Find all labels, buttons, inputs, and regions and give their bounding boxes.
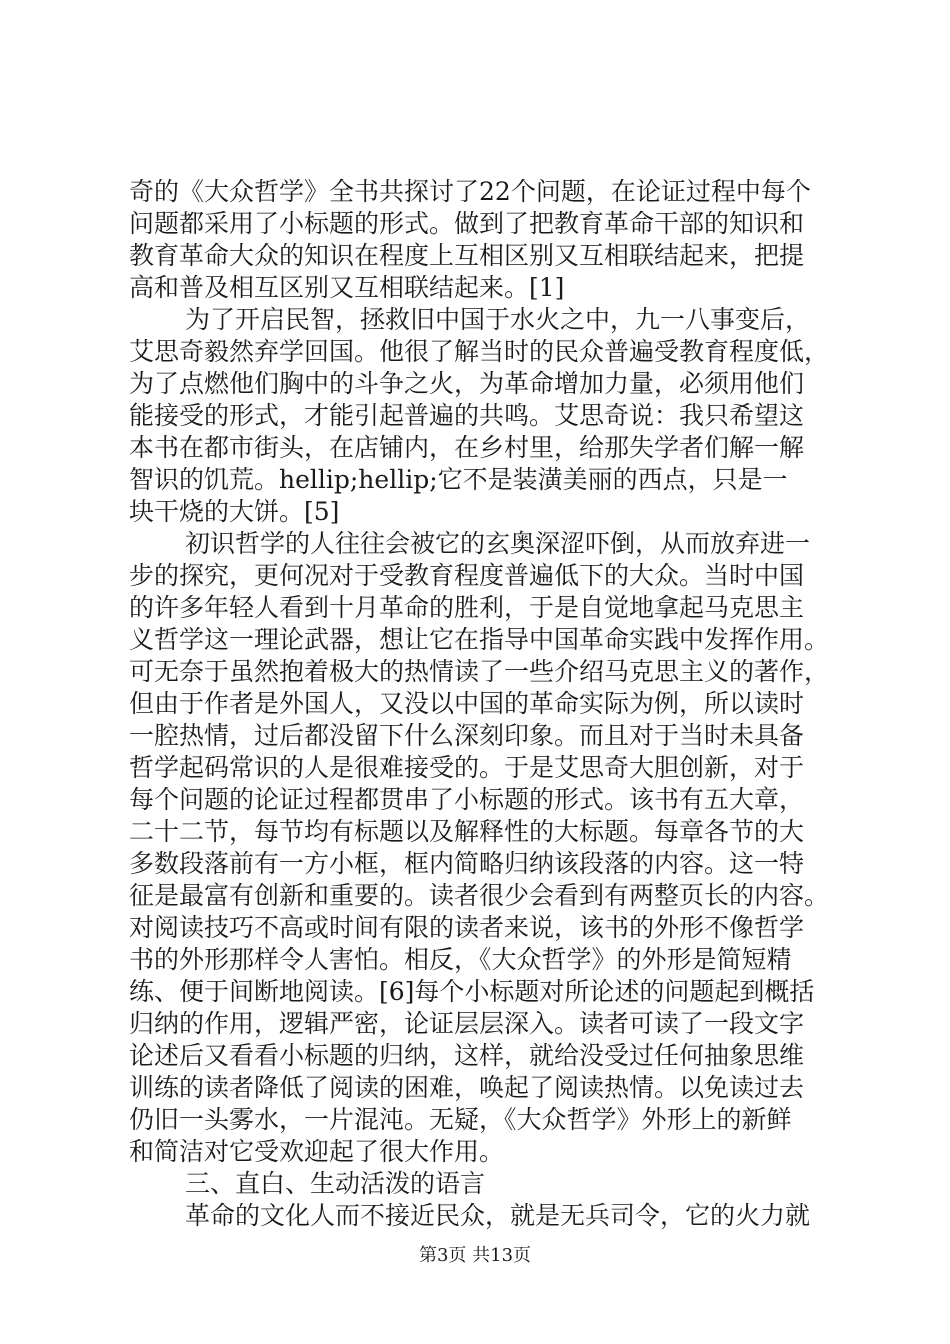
text-line: 为了点燃他们胸中的斗争之火，为革命增加力量，必须用他们 (129, 369, 805, 398)
text-line: 问题都采用了小标题的形式。做到了把教育革命干部的知识和 (129, 209, 805, 238)
text-line: 训练的读者降低了阅读的困难，唤起了阅读热情。以免读过去 (129, 1073, 805, 1102)
text-line: 哲学起码常识的人是很难接受的。于是艾思奇大胆创新，对于 (129, 753, 805, 782)
text-line: 的许多年轻人看到十月革命的胜利，于是自觉地拿起马克思主 (129, 593, 805, 622)
text-line: 征是最富有创新和重要的。读者很少会看到有两整页长的内容。 (129, 881, 830, 910)
text-line: 能接受的形式，才能引起普遍的共鸣。艾思奇说：我只希望这 (129, 401, 805, 430)
text-line: 高和普及相互区别又互相联结起来。[1] (129, 273, 565, 302)
text-line: 奇的《大众哲学》全书共探讨了22个问题，在论证过程中每个 (129, 177, 811, 206)
text-line: 和简洁对它受欢迎起了很大作用。 (129, 1137, 505, 1166)
text-line: 二十二节，每节均有标题以及解释性的大标题。每章各节的大 (129, 817, 805, 846)
page-footer: 第3页 共13页 (418, 1245, 532, 1266)
text-line: 每个问题的论证过程都贯串了小标题的形式。该书有五大章， (129, 785, 805, 814)
text-line: 仍旧一头雾水，一片混沌。无疑，《大众哲学》外形上的新鲜 (129, 1105, 792, 1134)
text-line: 步的探究，更何况对于受教育程度普遍低下的大众。当时中国 (129, 561, 805, 590)
text-line: 练、便于间断地阅读。[6]每个小标题对所论述的问题起到概括 (129, 977, 815, 1006)
body-text (129, 176, 829, 1232)
text-line: 多数段落前有一方小框，框内简略归纳该段落的内容。这一特 (129, 849, 805, 878)
text-line: 块干烧的大饼。[5] (129, 497, 340, 526)
text-line: 对阅读技巧不高或时间有限的读者来说，该书的外形不像哲学 (129, 913, 805, 942)
text-line: 义哲学这一理论武器，想让它在指导中国革命实践中发挥作用。 (129, 625, 830, 654)
text-line: 初识哲学的人往往会被它的玄奥深涩吓倒，从而放弃进一 (185, 529, 811, 558)
text-line: 论述后又看看小标题的归纳，这样，就给没受过任何抽象思维 (129, 1041, 805, 1070)
text-line: 本书在都市街头，在店铺内，在乡村里，给那失学者们解一解 (129, 433, 805, 462)
text-line: 一腔热情，过后都没留下什么深刻印象。而且对于当时未具备 (129, 721, 805, 750)
text-line: 三、直白、生动活泼的语言 (185, 1169, 486, 1198)
text-line: 艾思奇毅然弃学回国。他很了解当时的民众普遍受教育程度低， (129, 337, 830, 366)
text-line: 归纳的作用，逻辑严密，论证层层深入。读者可读了一段文字 (129, 1009, 805, 1038)
text-line: 书的外形那样令人害怕。相反，《大众哲学》的外形是简短精 (129, 945, 792, 974)
text-line: 教育革命大众的知识在程度上互相区别又互相联结起来，把提 (129, 241, 805, 270)
text-line: 智识的饥荒。hellip;hellip;它不是装潢美丽的西点，只是一 (129, 465, 788, 494)
text-line: 但由于作者是外国人，又没以中国的革命实际为例，所以读时 (129, 689, 805, 718)
text-line: 可无奈于虽然抱着极大的热情读了一些介绍马克思主义的著作， (129, 657, 830, 686)
text-line: 为了开启民智，拯救旧中国于水火之中，九一八事变后， (185, 305, 811, 334)
text-line: 革命的文化人而不接近民众，就是无兵司令，它的火力就 (185, 1201, 811, 1230)
